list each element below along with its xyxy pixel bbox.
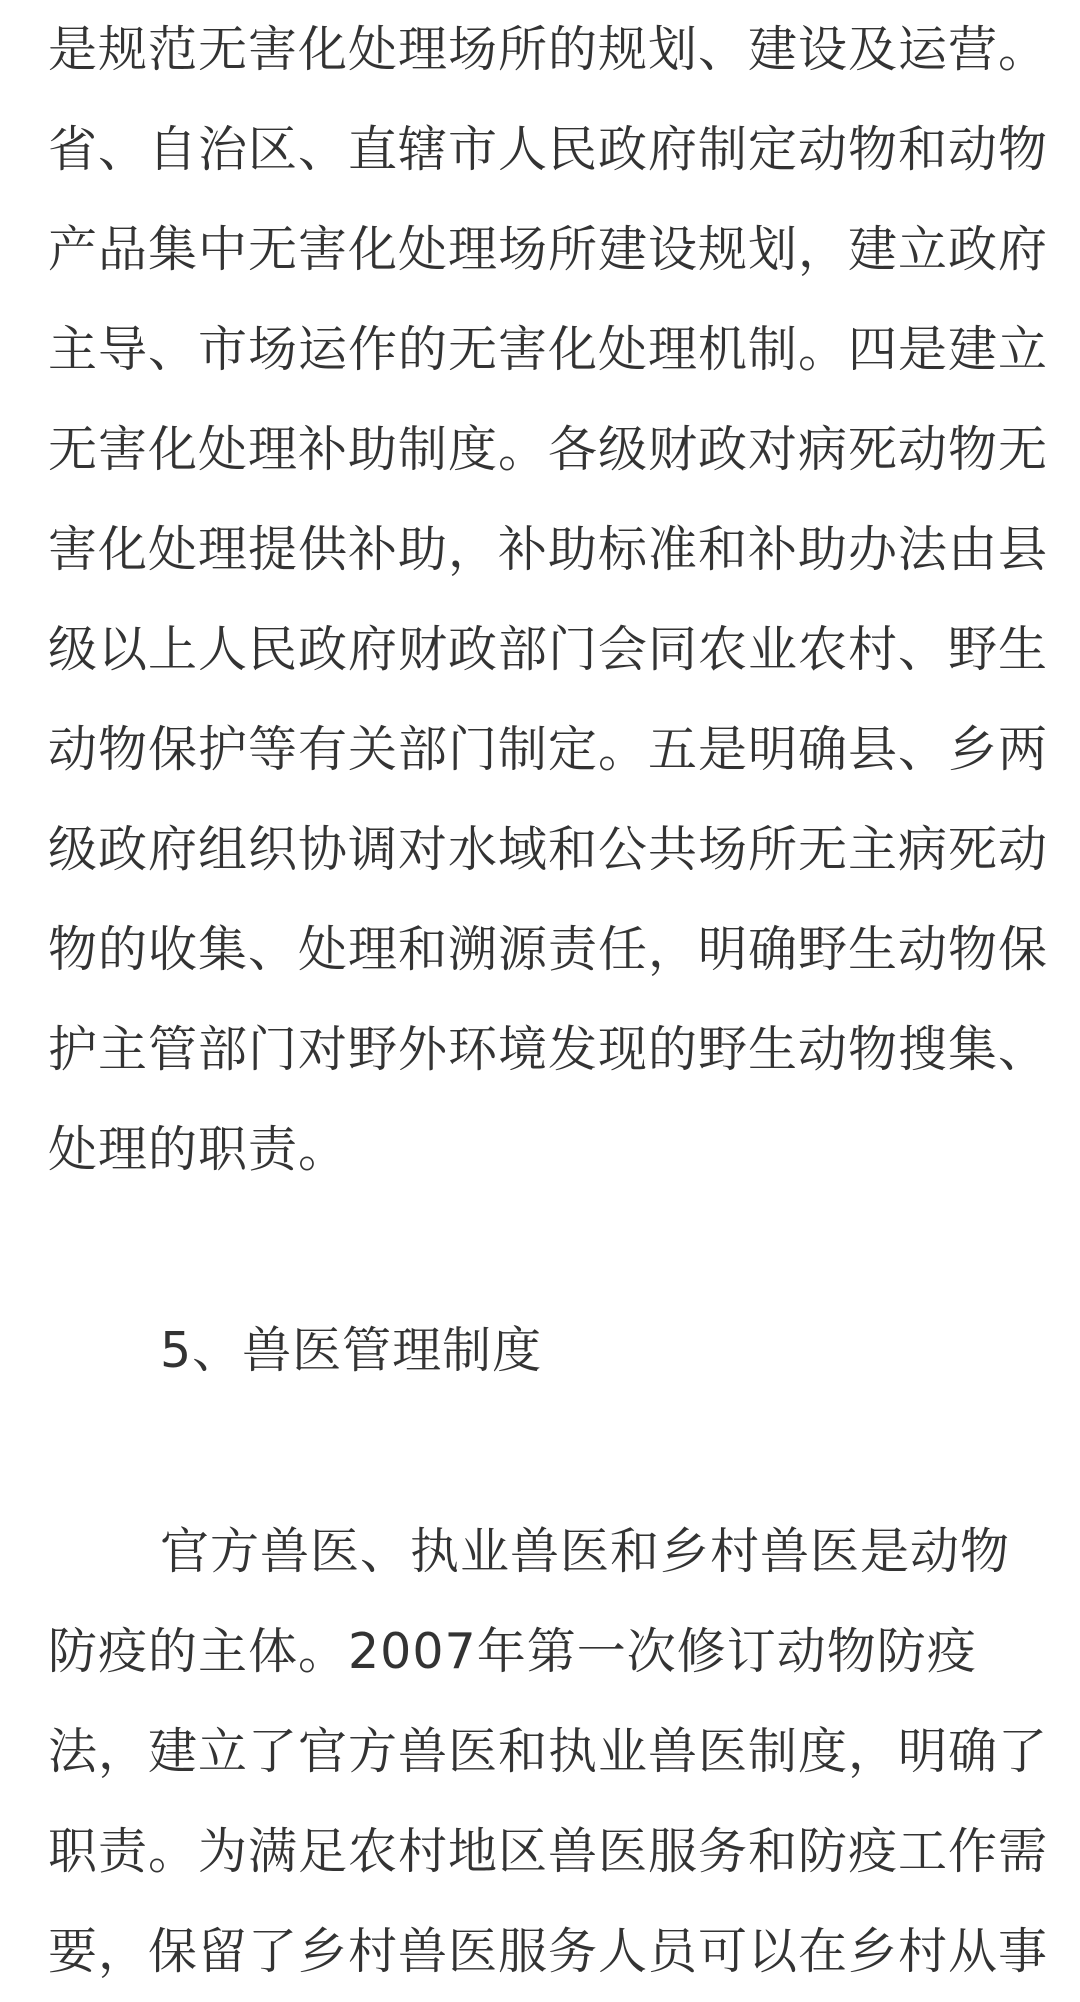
- paragraph-line: 动物保护等有关部门制定。五是明确县、乡两: [48, 721, 1049, 778]
- paragraph-line: 产品集中无害化处理场所建设规划，建立政府: [48, 221, 1049, 278]
- article-body: [48, 0, 1049, 2002]
- paragraph-line: 防疫的主体。2007年第一次修订动物防疫: [48, 1623, 977, 1680]
- paragraph-line: 要，保留了乡村兽医服务人员可以在乡村从事: [48, 1923, 1049, 1980]
- paragraph-line: 物的收集、处理和溯源责任，明确野生动物保: [48, 921, 1049, 978]
- paragraph-line: 官方兽医、执业兽医和乡村兽医是动物: [160, 1523, 1011, 1580]
- section-heading: 5、兽医管理制度: [160, 1322, 543, 1379]
- paragraph-line: 法，建立了官方兽医和执业兽医制度，明确了: [48, 1723, 1049, 1780]
- paragraph-veterinary: [48, 1502, 1049, 2002]
- paragraph-line: 职责。为满足农村地区兽医服务和防疫工作需: [48, 1823, 1049, 1880]
- paragraph-line: 级政府组织协调对水域和公共场所无主病死动: [48, 821, 1049, 878]
- paragraph-line: 级以上人民政府财政部门会同农业农村、野生: [48, 621, 1049, 678]
- paragraph-spacer: [48, 1200, 1043, 1301]
- paragraph-line: 主导、市场运作的无害化处理机制。四是建立: [48, 321, 1049, 378]
- paragraph-line: 害化处理提供补助，补助标准和补助办法由县: [48, 521, 1049, 578]
- paragraph-line: 无害化处理补助制度。各级财政对病死动物无: [48, 421, 1049, 478]
- paragraph-line: 省、自治区、直辖市人民政府制定动物和动物: [48, 121, 1049, 178]
- paragraph-line: 处理的职责。: [48, 1121, 349, 1178]
- paragraph-line: 是规范无害化处理场所的规划、建设及运营。: [48, 21, 1049, 78]
- paragraph-spacer: [48, 1401, 1043, 1502]
- paragraph-disposal: [48, 0, 1049, 1200]
- paragraph-line: 护主管部门对野外环境发现的野生动物搜集、: [48, 1021, 1049, 1078]
